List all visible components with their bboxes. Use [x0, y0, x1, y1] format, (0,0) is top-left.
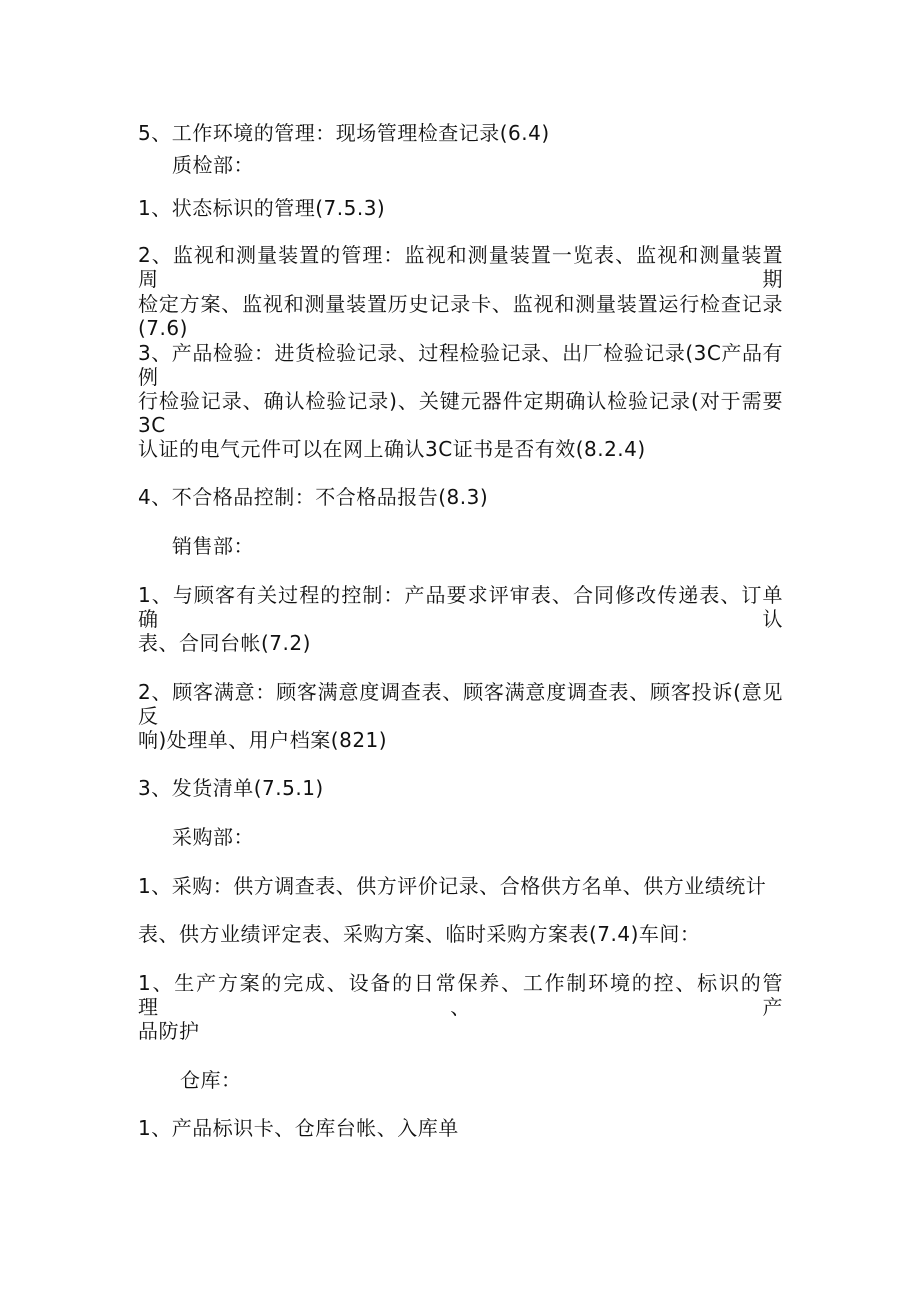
text-line: 1、产品标识卡、仓库台帐、入库单	[138, 1116, 459, 1140]
text-line: 3、产品检验：进货检验记录、过程检验记录、出厂检验记录(3C产品有例	[138, 341, 783, 389]
section-heading-sales: 销售部：	[172, 534, 254, 558]
text-line: 1、采购：供方调查表、供方评价记录、合格供方名单、供方业绩统计	[138, 874, 767, 898]
text-line: 2、顾客满意：顾客满意度调查表、顾客满意度调查表、顾客投诉(意见反	[138, 680, 783, 728]
text-line: 1、状态标识的管理(7.5.3)	[138, 196, 386, 220]
text-line: 5、工作环境的管理：现场管理检查记录(6.4)	[138, 121, 550, 145]
text-line: 认证的电气元件可以在网上确认3C证书是否有效(8.2.4)	[138, 437, 646, 461]
text-line: 3、发货清单(7.5.1)	[138, 776, 324, 800]
text-line: 行检验记录、确认检验记录)、关键元器件定期确认检验记录(对于需要3C	[138, 389, 783, 437]
text-line: 表、供方业绩评定表、采购方案、临时采购方案表(7.4)车间：	[138, 922, 701, 946]
section-heading-warehouse: 仓库：	[180, 1068, 242, 1092]
text-line: 品防护	[138, 1019, 200, 1043]
text-line: 响)处理单、用户档案(821)	[138, 728, 388, 752]
text-line: 1、与顾客有关过程的控制：产品要求评审表、合同修改传递表、订单确认	[138, 583, 783, 631]
text-line: 表、合同台帐(7.2)	[138, 631, 311, 655]
text-line: 4、不合格品控制：不合格品报告(8.3)	[138, 485, 489, 509]
section-heading-quality: 质检部：	[172, 153, 254, 177]
text-line: 2、监视和测量装置的管理：监视和测量装置一览表、监视和测量装置周期	[138, 243, 783, 291]
text-line: 检定方案、监视和测量装置历史记录卡、监视和测量装置运行检查记录(7.6)	[138, 292, 783, 340]
text-line: 1、生产方案的完成、设备的日常保养、工作制环境的控、标识的管理、产	[138, 971, 783, 1019]
section-heading-purchasing: 采购部：	[172, 825, 254, 849]
